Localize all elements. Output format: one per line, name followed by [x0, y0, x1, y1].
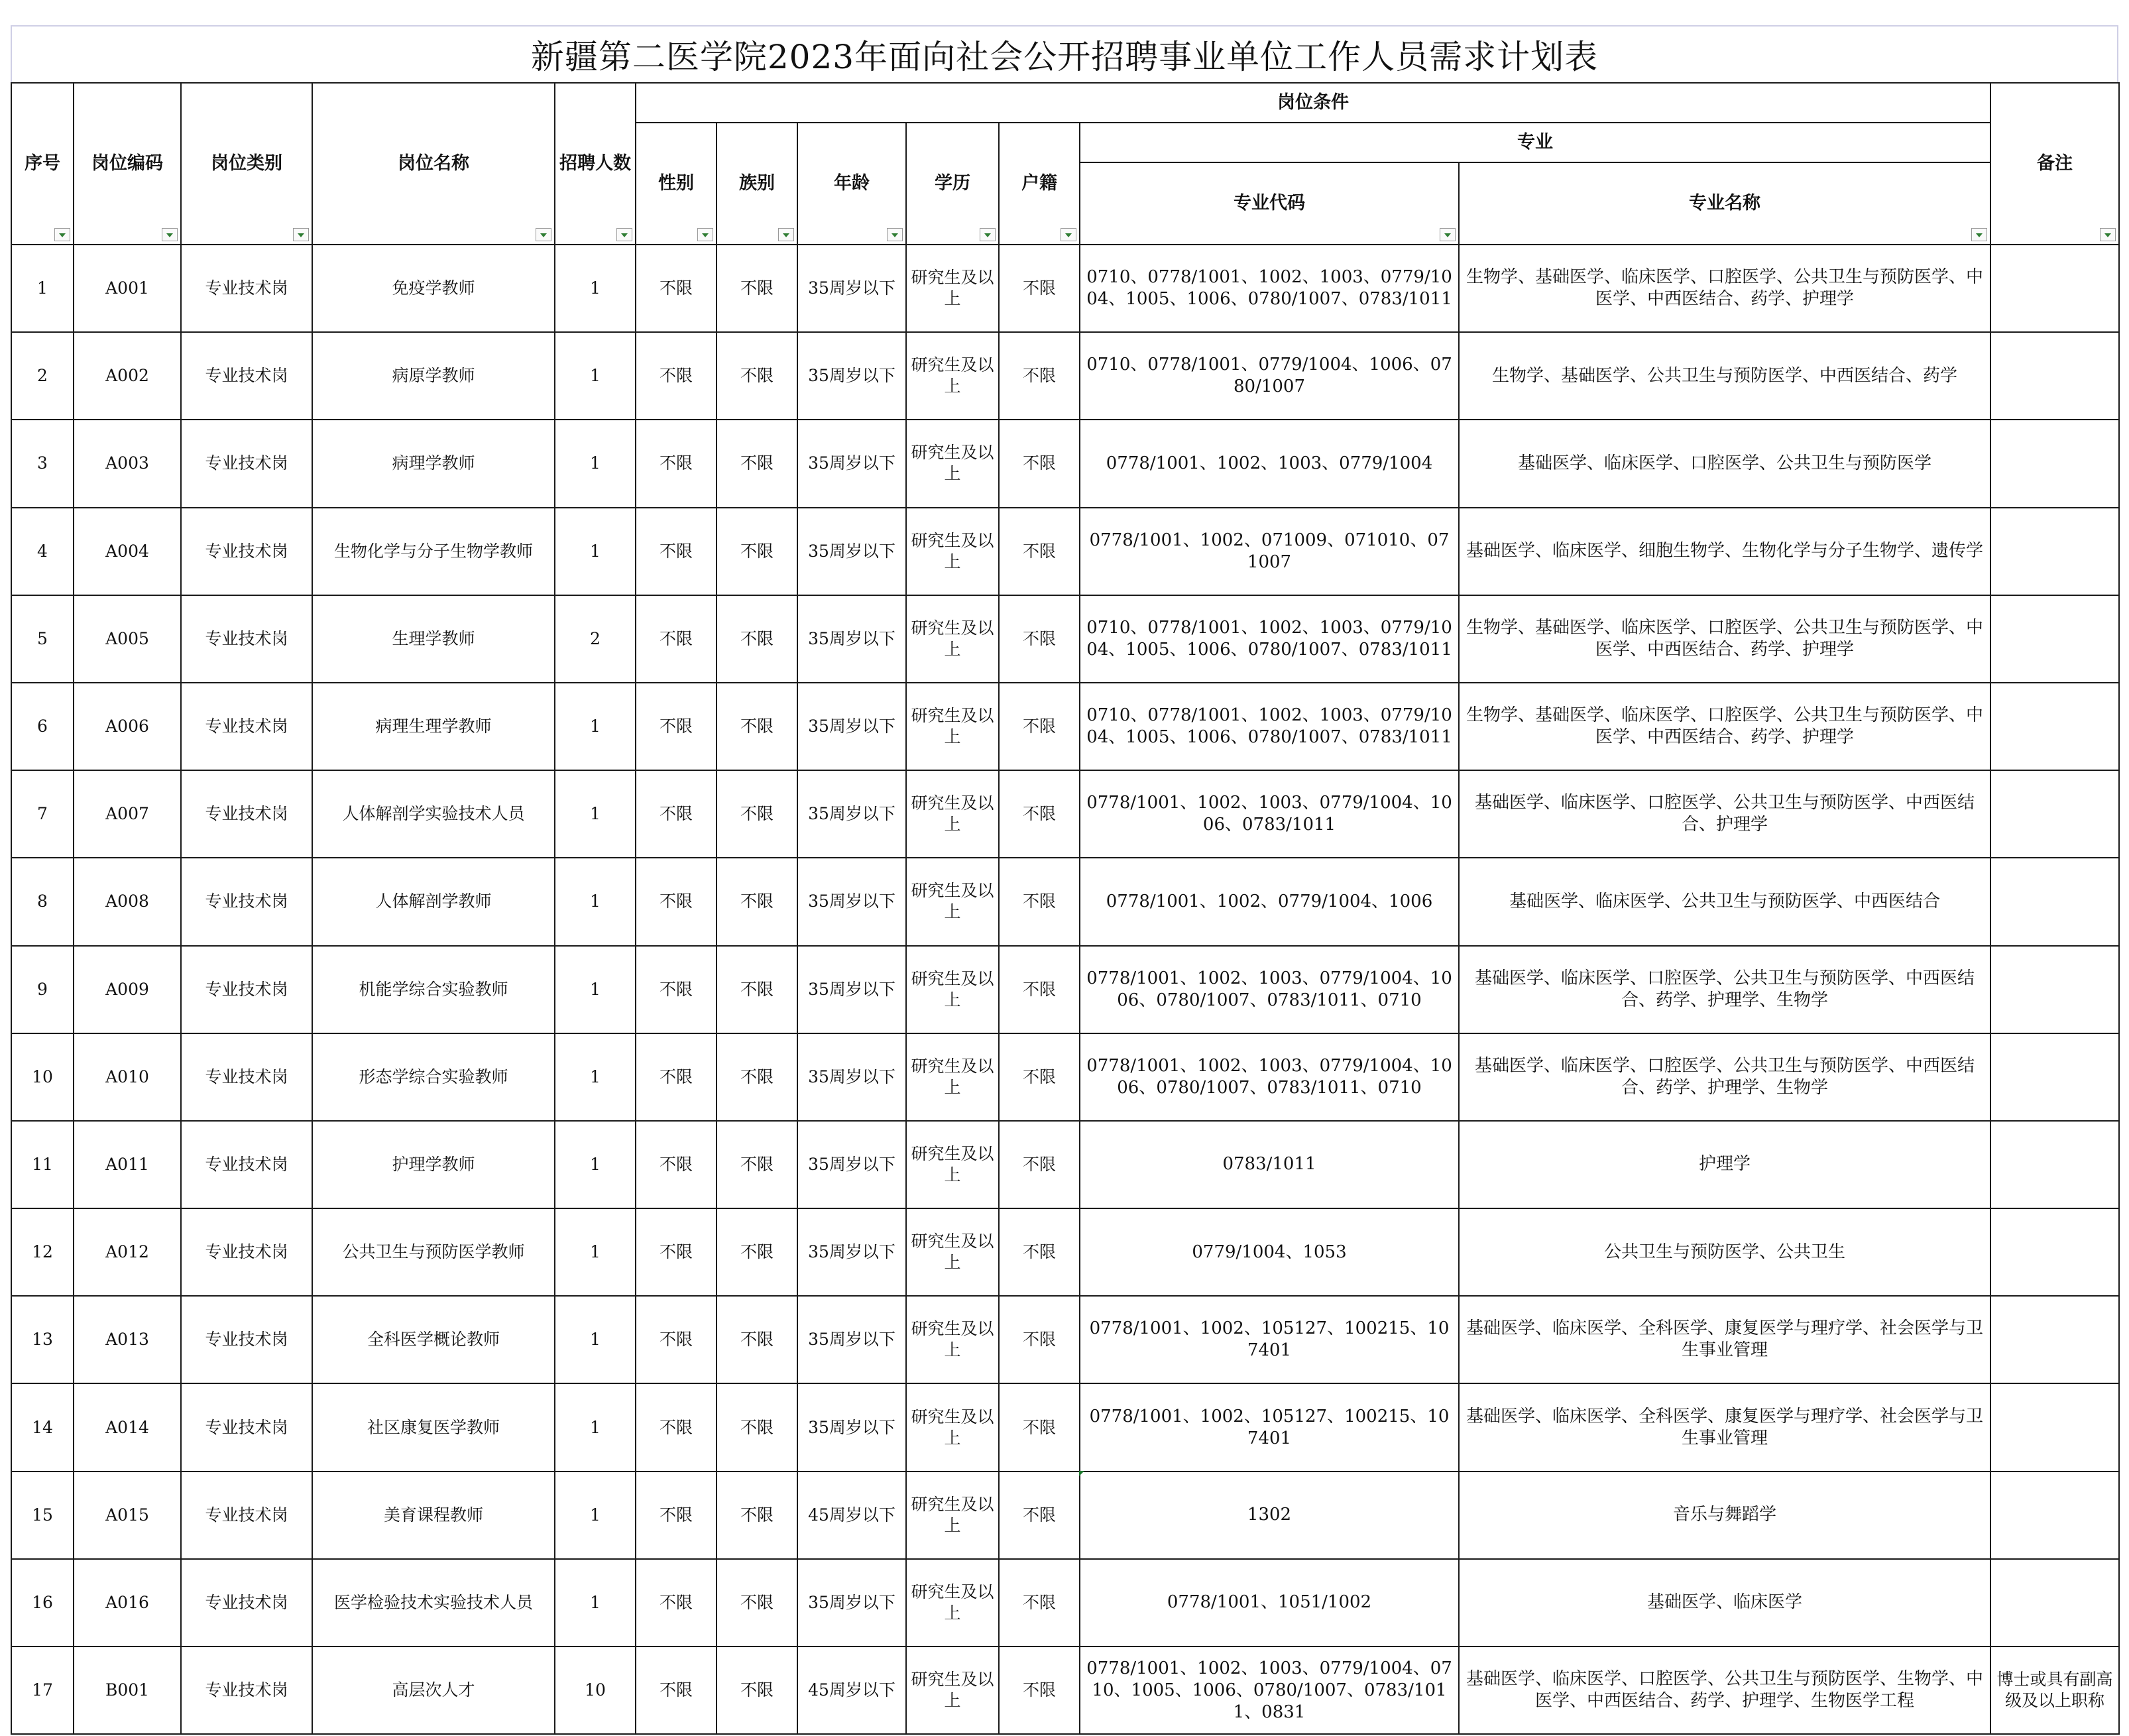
cell-category[interactable]: 专业技术岗	[181, 1121, 312, 1208]
cell-count[interactable]: 1	[555, 332, 636, 420]
cell-education[interactable]: 研究生及以上	[906, 420, 999, 507]
cell-major-name[interactable]: 生物学、基础医学、公共卫生与预防医学、中西医结合、药学	[1459, 332, 1990, 420]
table-row	[11, 1559, 2119, 1647]
table-row	[11, 858, 2119, 945]
cell-hukou[interactable]: 不限	[999, 1033, 1080, 1121]
cell-major-code[interactable]: 0778/1001、1002、0779/1004、1006	[1080, 858, 1459, 945]
cell-count[interactable]: 2	[555, 595, 636, 683]
cell-seq[interactable]: 13	[11, 1296, 74, 1383]
cell-count[interactable]: 1	[555, 245, 636, 332]
filter-dropdown-icon[interactable]	[697, 228, 713, 241]
cell-category[interactable]: 专业技术岗	[181, 1296, 312, 1383]
cell-gender[interactable]: 不限	[636, 1559, 717, 1647]
cell-education[interactable]: 研究生及以上	[906, 946, 999, 1033]
cell-ethnicity[interactable]: 不限	[717, 770, 797, 858]
cell-major-name[interactable]: 基础医学、临床医学、细胞生物学、生物化学与分子生物学、遗传学	[1459, 508, 1990, 595]
cell-category[interactable]: 专业技术岗	[181, 1383, 312, 1471]
cell-code[interactable]: A012	[74, 1208, 181, 1296]
cell-code[interactable]: A016	[74, 1559, 181, 1647]
table-row	[11, 1121, 2119, 1208]
cell-count[interactable]: 1	[555, 1472, 636, 1559]
cell-category[interactable]: 专业技术岗	[181, 858, 312, 945]
cell-major-code[interactable]: 0778/1001、1002、105127、100215、107401	[1080, 1296, 1459, 1383]
table-row	[11, 595, 2119, 683]
cell-code[interactable]: A007	[74, 770, 181, 858]
cell-remark[interactable]	[1990, 420, 2119, 507]
table-row	[11, 1208, 2119, 1296]
table-row	[11, 1647, 2119, 1734]
cell-name[interactable]: 公共卫生与预防医学教师	[312, 1208, 555, 1296]
header-age[interactable]: 年龄	[797, 123, 906, 245]
cell-education[interactable]: 研究生及以上	[906, 1383, 999, 1471]
cell-education[interactable]: 研究生及以上	[906, 858, 999, 945]
cell-education[interactable]: 研究生及以上	[906, 1033, 999, 1121]
cell-count[interactable]: 1	[555, 946, 636, 1033]
cell-remark[interactable]	[1990, 858, 2119, 945]
comment-marker-icon	[1079, 1471, 1084, 1476]
cell-education[interactable]: 研究生及以上	[906, 1121, 999, 1208]
cell-category[interactable]: 专业技术岗	[181, 332, 312, 420]
cell-code[interactable]: A003	[74, 420, 181, 507]
filter-dropdown-icon[interactable]	[887, 228, 903, 241]
cell-gender[interactable]: 不限	[636, 1383, 717, 1471]
cell-age[interactable]: 35周岁以下	[797, 508, 906, 595]
cell-ethnicity[interactable]: 不限	[717, 1296, 797, 1383]
cell-major-code[interactable]: 0710、0778/1001、1002、1003、0779/1004、1005、1006、0780/1007、0783/1011	[1080, 245, 1459, 332]
cell-major-code[interactable]: 0710、0778/1001、1002、1003、0779/1004、1005、1006、0780/1007、0783/1011	[1080, 683, 1459, 770]
cell-hukou[interactable]: 不限	[999, 1296, 1080, 1383]
table-row	[11, 1033, 2119, 1121]
cell-major-code[interactable]: 0778/1001、1002、071009、071010、071007	[1080, 508, 1459, 595]
cell-remark[interactable]	[1990, 332, 2119, 420]
cell-remark[interactable]	[1990, 508, 2119, 595]
header-code[interactable]: 岗位编码	[74, 83, 181, 245]
header-name[interactable]: 岗位名称	[312, 83, 555, 245]
cell-hukou[interactable]: 不限	[999, 1559, 1080, 1647]
cell-hukou[interactable]: 不限	[999, 683, 1080, 770]
title-cell[interactable]	[11, 25, 2118, 82]
cell-gender[interactable]: 不限	[636, 595, 717, 683]
cell-age[interactable]: 45周岁以下	[797, 1647, 906, 1734]
cell-seq[interactable]: 4	[11, 508, 74, 595]
cell-major-name[interactable]: 基础医学、临床医学、口腔医学、公共卫生与预防医学	[1459, 420, 1990, 507]
cell-name[interactable]: 机能学综合实验教师	[312, 946, 555, 1033]
cell-hukou[interactable]: 不限	[999, 1121, 1080, 1208]
table-body	[11, 245, 2119, 1734]
cell-category[interactable]: 专业技术岗	[181, 1208, 312, 1296]
filter-dropdown-icon[interactable]	[293, 228, 309, 241]
cell-count[interactable]: 1	[555, 683, 636, 770]
table-row	[11, 1472, 2119, 1559]
cell-seq[interactable]: 8	[11, 858, 74, 945]
cell-category[interactable]: 专业技术岗	[181, 1033, 312, 1121]
cell-remark[interactable]	[1990, 595, 2119, 683]
cell-seq[interactable]: 9	[11, 946, 74, 1033]
cell-hukou[interactable]: 不限	[999, 946, 1080, 1033]
cell-ethnicity[interactable]: 不限	[717, 332, 797, 420]
cell-name[interactable]: 生理学教师	[312, 595, 555, 683]
cell-ethnicity[interactable]: 不限	[717, 1033, 797, 1121]
cell-remark[interactable]	[1990, 946, 2119, 1033]
cell-seq[interactable]: 6	[11, 683, 74, 770]
cell-age[interactable]: 35周岁以下	[797, 1121, 906, 1208]
cell-ethnicity[interactable]: 不限	[717, 1121, 797, 1208]
cell-hukou[interactable]: 不限	[999, 420, 1080, 507]
cell-gender[interactable]: 不限	[636, 1121, 717, 1208]
cell-major-code[interactable]: 0778/1001、1002、1003、0779/1004、0710、1005、1006、0780/1007、0783/1011、0831	[1080, 1647, 1459, 1734]
cell-major-name[interactable]: 生物学、基础医学、临床医学、口腔医学、公共卫生与预防医学、中医学、中西医结合、药学、护理学	[1459, 595, 1990, 683]
cell-count[interactable]: 1	[555, 1383, 636, 1471]
cell-code[interactable]: A014	[74, 1383, 181, 1471]
cell-major-code[interactable]: 0778/1001、1002、1003、0779/1004	[1080, 420, 1459, 507]
cell-ethnicity[interactable]: 不限	[717, 245, 797, 332]
cell-major-name[interactable]: 生物学、基础医学、临床医学、口腔医学、公共卫生与预防医学、中医学、中西医结合、药学、护理学	[1459, 245, 1990, 332]
cell-ethnicity[interactable]: 不限	[717, 1472, 797, 1559]
cell-age[interactable]: 35周岁以下	[797, 1208, 906, 1296]
cell-count[interactable]: 1	[555, 770, 636, 858]
cell-ethnicity[interactable]: 不限	[717, 595, 797, 683]
cell-remark[interactable]	[1990, 1121, 2119, 1208]
cell-code[interactable]: A009	[74, 946, 181, 1033]
cell-age[interactable]: 35周岁以下	[797, 1296, 906, 1383]
cell-major-code[interactable]: 0778/1001、1002、1003、0779/1004、1006、0783/1011	[1080, 770, 1459, 858]
cell-education[interactable]: 研究生及以上	[906, 1472, 999, 1559]
cell-name[interactable]: 病原学教师	[312, 332, 555, 420]
header-hukou[interactable]: 户籍	[999, 123, 1080, 245]
cell-code[interactable]: A006	[74, 683, 181, 770]
cell-ethnicity[interactable]: 不限	[717, 420, 797, 507]
cell-name[interactable]: 免疫学教师	[312, 245, 555, 332]
cell-code[interactable]: B001	[74, 1647, 181, 1734]
cell-major-name[interactable]: 基础医学、临床医学、公共卫生与预防医学、中西医结合	[1459, 858, 1990, 945]
cell-age[interactable]: 35周岁以下	[797, 1033, 906, 1121]
cell-hukou[interactable]: 不限	[999, 245, 1080, 332]
table-row	[11, 946, 2119, 1033]
cell-code[interactable]: A008	[74, 858, 181, 945]
cell-hukou[interactable]: 不限	[999, 508, 1080, 595]
cell-hukou[interactable]: 不限	[999, 1383, 1080, 1471]
cell-name[interactable]: 病理生理学教师	[312, 683, 555, 770]
filter-dropdown-icon[interactable]	[980, 228, 996, 241]
cell-seq[interactable]: 12	[11, 1208, 74, 1296]
cell-education[interactable]: 研究生及以上	[906, 1559, 999, 1647]
cell-count[interactable]: 1	[555, 420, 636, 507]
cell-name[interactable]: 全科医学概论教师	[312, 1296, 555, 1383]
cell-category[interactable]: 专业技术岗	[181, 1472, 312, 1559]
page-title: 新疆第二医学院2023年面向社会公开招聘事业单位工作人员需求计划表	[530, 38, 1599, 76]
cell-count[interactable]: 1	[555, 1559, 636, 1647]
cell-category[interactable]: 专业技术岗	[181, 595, 312, 683]
cell-major-name[interactable]: 基础医学、临床医学、口腔医学、公共卫生与预防医学、中西医结合、药学、护理学、生物学	[1459, 1033, 1990, 1121]
cell-category[interactable]: 专业技术岗	[181, 946, 312, 1033]
filter-dropdown-icon[interactable]	[536, 228, 551, 241]
cell-name[interactable]: 人体解剖学教师	[312, 858, 555, 945]
table-row	[11, 508, 2119, 595]
cell-category[interactable]: 专业技术岗	[181, 508, 312, 595]
cell-remark[interactable]	[1990, 1033, 2119, 1121]
cell-name[interactable]: 人体解剖学实验技术人员	[312, 770, 555, 858]
cell-gender[interactable]: 不限	[636, 1472, 717, 1559]
cell-category[interactable]: 专业技术岗	[181, 1559, 312, 1647]
cell-hukou[interactable]: 不限	[999, 858, 1080, 945]
cell-gender[interactable]: 不限	[636, 770, 717, 858]
header-seq[interactable]: 序号	[11, 83, 74, 245]
cell-age[interactable]: 35周岁以下	[797, 332, 906, 420]
cell-major-name[interactable]: 基础医学、临床医学、口腔医学、公共卫生与预防医学、生物学、中医学、中西医结合、药学、护理学、生物医学工程	[1459, 1647, 1990, 1734]
filter-dropdown-icon[interactable]	[54, 228, 70, 241]
table-row	[11, 420, 2119, 507]
header-gender[interactable]: 性别	[636, 123, 717, 245]
cell-major-code[interactable]: 0778/1001、1002、1003、0779/1004、1006、0780/1007、0783/1011、0710	[1080, 1033, 1459, 1121]
cell-major-name[interactable]: 公共卫生与预防医学、公共卫生	[1459, 1208, 1990, 1296]
cell-age[interactable]: 45周岁以下	[797, 1472, 906, 1559]
cell-ethnicity[interactable]: 不限	[717, 683, 797, 770]
cell-hukou[interactable]: 不限	[999, 332, 1080, 420]
cell-major-name[interactable]: 基础医学、临床医学、全科医学、康复医学与理疗学、社会医学与卫生事业管理	[1459, 1383, 1990, 1471]
cell-count[interactable]: 1	[555, 1296, 636, 1383]
cell-count[interactable]: 10	[555, 1647, 636, 1734]
filter-dropdown-icon[interactable]	[2100, 228, 2116, 241]
cell-count[interactable]: 1	[555, 508, 636, 595]
cell-age[interactable]: 35周岁以下	[797, 683, 906, 770]
cell-category[interactable]: 专业技术岗	[181, 1647, 312, 1734]
header-major-code[interactable]: 专业代码	[1080, 162, 1459, 245]
header-ethnicity[interactable]: 族别	[717, 123, 797, 245]
cell-age[interactable]: 35周岁以下	[797, 858, 906, 945]
cell-major-name[interactable]: 基础医学、临床医学	[1459, 1559, 1990, 1647]
cell-major-name[interactable]: 基础医学、临床医学、口腔医学、公共卫生与预防医学、中西医结合、护理学	[1459, 770, 1990, 858]
cell-seq[interactable]: 16	[11, 1559, 74, 1647]
cell-count[interactable]: 1	[555, 1208, 636, 1296]
cell-major-code[interactable]: 0778/1001、1002、105127、100215、107401	[1080, 1383, 1459, 1471]
cell-major-name[interactable]: 基础医学、临床医学、全科医学、康复医学与理疗学、社会医学与卫生事业管理	[1459, 1296, 1990, 1383]
cell-major-name[interactable]: 基础医学、临床医学、口腔医学、公共卫生与预防医学、中西医结合、药学、护理学、生物学	[1459, 946, 1990, 1033]
cell-hukou[interactable]: 不限	[999, 595, 1080, 683]
filter-dropdown-icon[interactable]	[1061, 228, 1076, 241]
cell-ethnicity[interactable]: 不限	[717, 508, 797, 595]
header-conditions[interactable]: 岗位条件	[636, 83, 1990, 123]
cell-code[interactable]: A002	[74, 332, 181, 420]
cell-name[interactable]: 社区康复医学教师	[312, 1383, 555, 1471]
cell-education[interactable]: 研究生及以上	[906, 770, 999, 858]
cell-major-name[interactable]: 音乐与舞蹈学	[1459, 1472, 1990, 1559]
cell-education[interactable]: 研究生及以上	[906, 683, 999, 770]
cell-gender[interactable]: 不限	[636, 245, 717, 332]
cell-hukou[interactable]: 不限	[999, 1208, 1080, 1296]
cell-major-code[interactable]: 0710、0778/1001、1002、1003、0779/1004、1005、1006、0780/1007、0783/1011	[1080, 595, 1459, 683]
cell-education[interactable]: 研究生及以上	[906, 245, 999, 332]
cell-remark[interactable]	[1990, 1559, 2119, 1647]
cell-gender[interactable]: 不限	[636, 683, 717, 770]
cell-gender[interactable]: 不限	[636, 508, 717, 595]
header-count[interactable]: 招聘人数	[555, 83, 636, 245]
table-row	[11, 683, 2119, 770]
cell-hukou[interactable]: 不限	[999, 1472, 1080, 1559]
cell-seq[interactable]: 3	[11, 420, 74, 507]
table-row	[11, 1296, 2119, 1383]
cell-major-code[interactable]: 1302	[1080, 1472, 1459, 1559]
recruitment-table	[11, 82, 2120, 1735]
cell-education[interactable]: 研究生及以上	[906, 1296, 999, 1383]
cell-seq[interactable]: 10	[11, 1033, 74, 1121]
cell-age[interactable]: 35周岁以下	[797, 1383, 906, 1471]
cell-seq[interactable]: 11	[11, 1121, 74, 1208]
header-education[interactable]: 学历	[906, 123, 999, 245]
header-major[interactable]: 专业	[1080, 123, 1990, 162]
header-remark[interactable]: 备注	[1990, 83, 2119, 245]
cell-category[interactable]: 专业技术岗	[181, 245, 312, 332]
cell-gender[interactable]: 不限	[636, 1033, 717, 1121]
cell-name[interactable]: 生物化学与分子生物学教师	[312, 508, 555, 595]
cell-seq[interactable]: 5	[11, 595, 74, 683]
cell-hukou[interactable]: 不限	[999, 770, 1080, 858]
cell-ethnicity[interactable]: 不限	[717, 946, 797, 1033]
cell-remark[interactable]: 博士或具有副高级及以上职称	[1990, 1647, 2119, 1734]
cell-seq[interactable]: 15	[11, 1472, 74, 1559]
cell-name[interactable]: 病理学教师	[312, 420, 555, 507]
cell-name[interactable]: 美育课程教师	[312, 1472, 555, 1559]
cell-age[interactable]: 35周岁以下	[797, 770, 906, 858]
cell-code[interactable]: A001	[74, 245, 181, 332]
cell-ethnicity[interactable]: 不限	[717, 858, 797, 945]
cell-gender[interactable]: 不限	[636, 946, 717, 1033]
cell-category[interactable]: 专业技术岗	[181, 770, 312, 858]
cell-seq[interactable]: 1	[11, 245, 74, 332]
cell-age[interactable]: 35周岁以下	[797, 595, 906, 683]
cell-education[interactable]: 研究生及以上	[906, 1208, 999, 1296]
cell-age[interactable]: 35周岁以下	[797, 1559, 906, 1647]
cell-category[interactable]: 专业技术岗	[181, 683, 312, 770]
cell-major-code[interactable]: 0778/1001、1002、1003、0779/1004、1006、0780/1007、0783/1011、0710	[1080, 946, 1459, 1033]
cell-name[interactable]: 医学检验技术实验技术人员	[312, 1559, 555, 1647]
cell-major-name[interactable]: 生物学、基础医学、临床医学、口腔医学、公共卫生与预防医学、中医学、中西医结合、药学、护理学	[1459, 683, 1990, 770]
table-row	[11, 770, 2119, 858]
filter-dropdown-icon[interactable]	[1440, 228, 1456, 241]
cell-major-code[interactable]: 0783/1011	[1080, 1121, 1459, 1208]
filter-dropdown-icon[interactable]	[1971, 228, 1987, 241]
cell-age[interactable]: 35周岁以下	[797, 946, 906, 1033]
cell-remark[interactable]	[1990, 245, 2119, 332]
cell-code[interactable]: A004	[74, 508, 181, 595]
cell-code[interactable]: A010	[74, 1033, 181, 1121]
filter-dropdown-icon[interactable]	[778, 228, 794, 241]
cell-ethnicity[interactable]: 不限	[717, 1383, 797, 1471]
cell-remark[interactable]	[1990, 683, 2119, 770]
cell-code[interactable]: A013	[74, 1296, 181, 1383]
cell-code[interactable]: A011	[74, 1121, 181, 1208]
cell-gender[interactable]: 不限	[636, 1296, 717, 1383]
cell-code[interactable]: A015	[74, 1472, 181, 1559]
cell-count[interactable]: 1	[555, 858, 636, 945]
cell-age[interactable]: 35周岁以下	[797, 245, 906, 332]
cell-ethnicity[interactable]: 不限	[717, 1208, 797, 1296]
cell-count[interactable]: 1	[555, 1033, 636, 1121]
cell-gender[interactable]: 不限	[636, 1647, 717, 1734]
header-category[interactable]: 岗位类别	[181, 83, 312, 245]
table-row	[11, 245, 2119, 332]
cell-seq[interactable]: 2	[11, 332, 74, 420]
cell-code[interactable]: A005	[74, 595, 181, 683]
cell-name[interactable]: 高层次人才	[312, 1647, 555, 1734]
filter-dropdown-icon[interactable]	[616, 228, 632, 241]
table-row	[11, 332, 2119, 420]
cell-gender[interactable]: 不限	[636, 858, 717, 945]
cell-education[interactable]: 研究生及以上	[906, 332, 999, 420]
cell-major-name[interactable]: 护理学	[1459, 1121, 1990, 1208]
cell-remark[interactable]	[1990, 770, 2119, 858]
spreadsheet	[11, 25, 2118, 1735]
cell-seq[interactable]: 14	[11, 1383, 74, 1471]
cell-remark[interactable]	[1990, 1472, 2119, 1559]
cell-major-code[interactable]: 0779/1004、1053	[1080, 1208, 1459, 1296]
filter-dropdown-icon[interactable]	[162, 228, 178, 241]
cell-gender[interactable]: 不限	[636, 1208, 717, 1296]
cell-age[interactable]: 35周岁以下	[797, 420, 906, 507]
cell-education[interactable]: 研究生及以上	[906, 1647, 999, 1734]
cell-count[interactable]: 1	[555, 1121, 636, 1208]
cell-education[interactable]: 研究生及以上	[906, 508, 999, 595]
cell-remark[interactable]	[1990, 1296, 2119, 1383]
cell-ethnicity[interactable]: 不限	[717, 1647, 797, 1734]
header-major-name[interactable]: 专业名称	[1459, 162, 1990, 245]
table-row	[11, 1383, 2119, 1471]
cell-remark[interactable]	[1990, 1208, 2119, 1296]
cell-major-code[interactable]: 0710、0778/1001、0779/1004、1006、0780/1007	[1080, 332, 1459, 420]
cell-name[interactable]: 形态学综合实验教师	[312, 1033, 555, 1121]
cell-hukou[interactable]: 不限	[999, 1647, 1080, 1734]
cell-name[interactable]: 护理学教师	[312, 1121, 555, 1208]
cell-seq[interactable]: 7	[11, 770, 74, 858]
cell-education[interactable]: 研究生及以上	[906, 595, 999, 683]
cell-gender[interactable]: 不限	[636, 332, 717, 420]
cell-category[interactable]: 专业技术岗	[181, 420, 312, 507]
cell-remark[interactable]	[1990, 1383, 2119, 1471]
cell-gender[interactable]: 不限	[636, 420, 717, 507]
cell-major-code[interactable]: 0778/1001、1051/1002	[1080, 1559, 1459, 1647]
cell-ethnicity[interactable]: 不限	[717, 1559, 797, 1647]
cell-seq[interactable]: 17	[11, 1647, 74, 1734]
